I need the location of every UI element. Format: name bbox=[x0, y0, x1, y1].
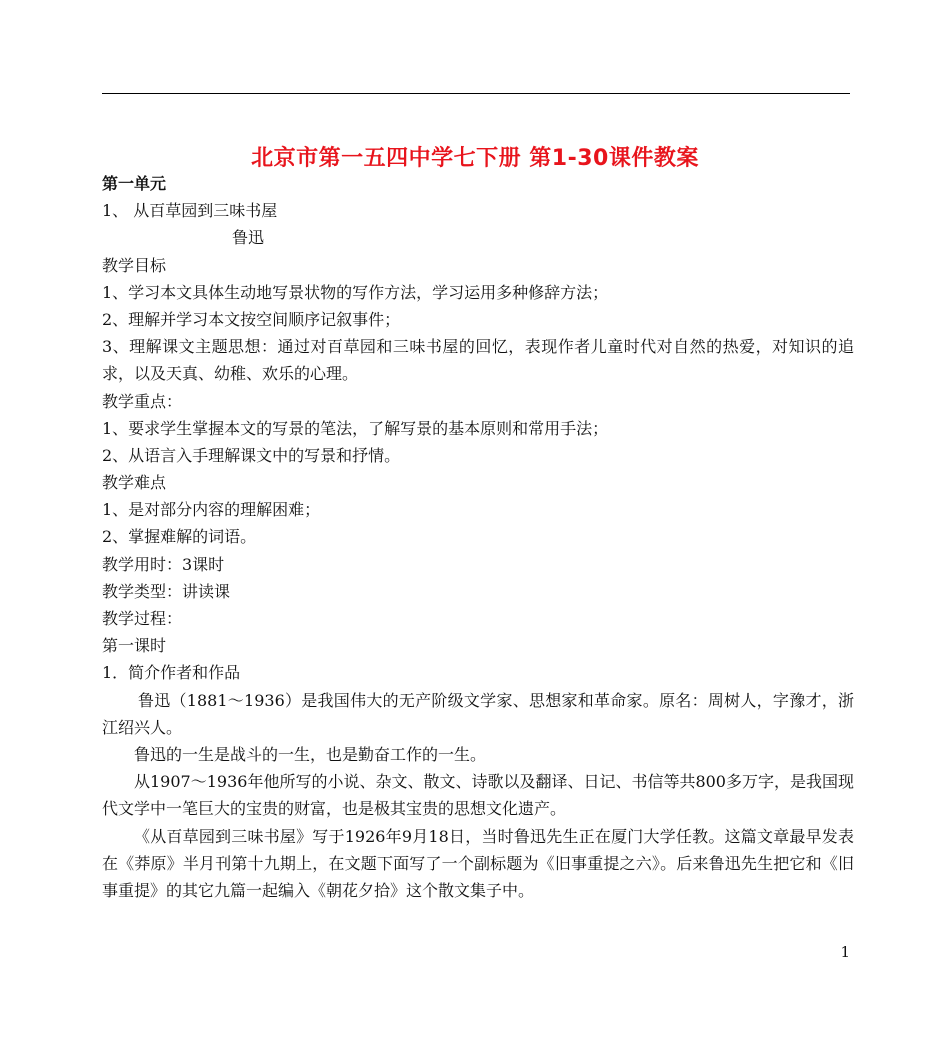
keypoints-heading: 教学重点： bbox=[102, 391, 183, 411]
section-heading: 1．简介作者和作品 bbox=[102, 663, 241, 683]
objective-item: 1、学习本文具体生动地写景状物的写作方法，学习运用多种修辞方法； bbox=[102, 282, 609, 302]
teaching-hours: 教学用时：3课时 bbox=[102, 554, 225, 574]
page-number: 1 bbox=[840, 943, 850, 961]
objective-item: 3、理解课文主题思想：通过对百草园和三味书屋的回忆，表现作者儿童时代对自然的热爱，对知识的追求，以及天真、幼稚、欢乐的心理。 bbox=[102, 337, 854, 384]
document-body bbox=[102, 170, 854, 904]
difficulty-item: 1、是对部分内容的理解困难； bbox=[102, 500, 321, 520]
unit-heading: 第一单元 bbox=[102, 174, 167, 193]
lesson-title: 1、 从百草园到三味书屋 bbox=[102, 201, 278, 221]
header-rule bbox=[102, 93, 850, 94]
body-paragraph: 从1907～1936年他所写的小说、杂文、散文、诗歌以及翻译、日记、书信等共800多万字，是我国现代文学中一笔巨大的宝贵的财富，也是极其宝贵的思想文化遗产。 bbox=[102, 772, 854, 819]
document-title: 北京市第一五四中学七下册 第1-30课件教案 bbox=[251, 146, 699, 171]
period-heading: 第一课时 bbox=[102, 636, 167, 656]
body-paragraph: 《从百草园到三味书屋》写于1926年9月18日，当时鲁迅先生正在厦门大学任教。这篇文章最早发表在《莽原》半月刊第十九期上，在文题下面写了一个副标题为《旧事重提之六》。后来鲁迅先生把它和《旧事重提》的其它九篇一起编入《朝花夕拾》这个散文集子中。 bbox=[102, 826, 854, 901]
objective-item: 2、理解并学习本文按空间顺序记叙事件； bbox=[102, 309, 401, 329]
body-paragraph: 鲁迅的一生是战斗的一生，也是勤奋工作的一生。 bbox=[134, 745, 487, 764]
objectives-heading: 教学目标 bbox=[102, 255, 167, 275]
teaching-type: 教学类型：讲读课 bbox=[102, 581, 231, 601]
difficulty-item: 2、掌握难解的词语。 bbox=[102, 527, 257, 547]
body-paragraph: 鲁迅（1881～1936）是我国伟大的无产阶级文学家、思想家和革命家。原名：周树人，字豫才，浙江绍兴人。 bbox=[102, 690, 854, 737]
difficulties-heading: 教学难点 bbox=[102, 473, 167, 493]
keypoint-item: 2、从语言入手理解课文中的写景和抒情。 bbox=[102, 445, 401, 465]
teaching-process: 教学过程： bbox=[102, 609, 183, 629]
author-name: 鲁迅 bbox=[232, 228, 265, 248]
keypoint-item: 1、要求学生掌握本文的写景的笔法，了解写景的基本原则和常用手法； bbox=[102, 418, 609, 438]
